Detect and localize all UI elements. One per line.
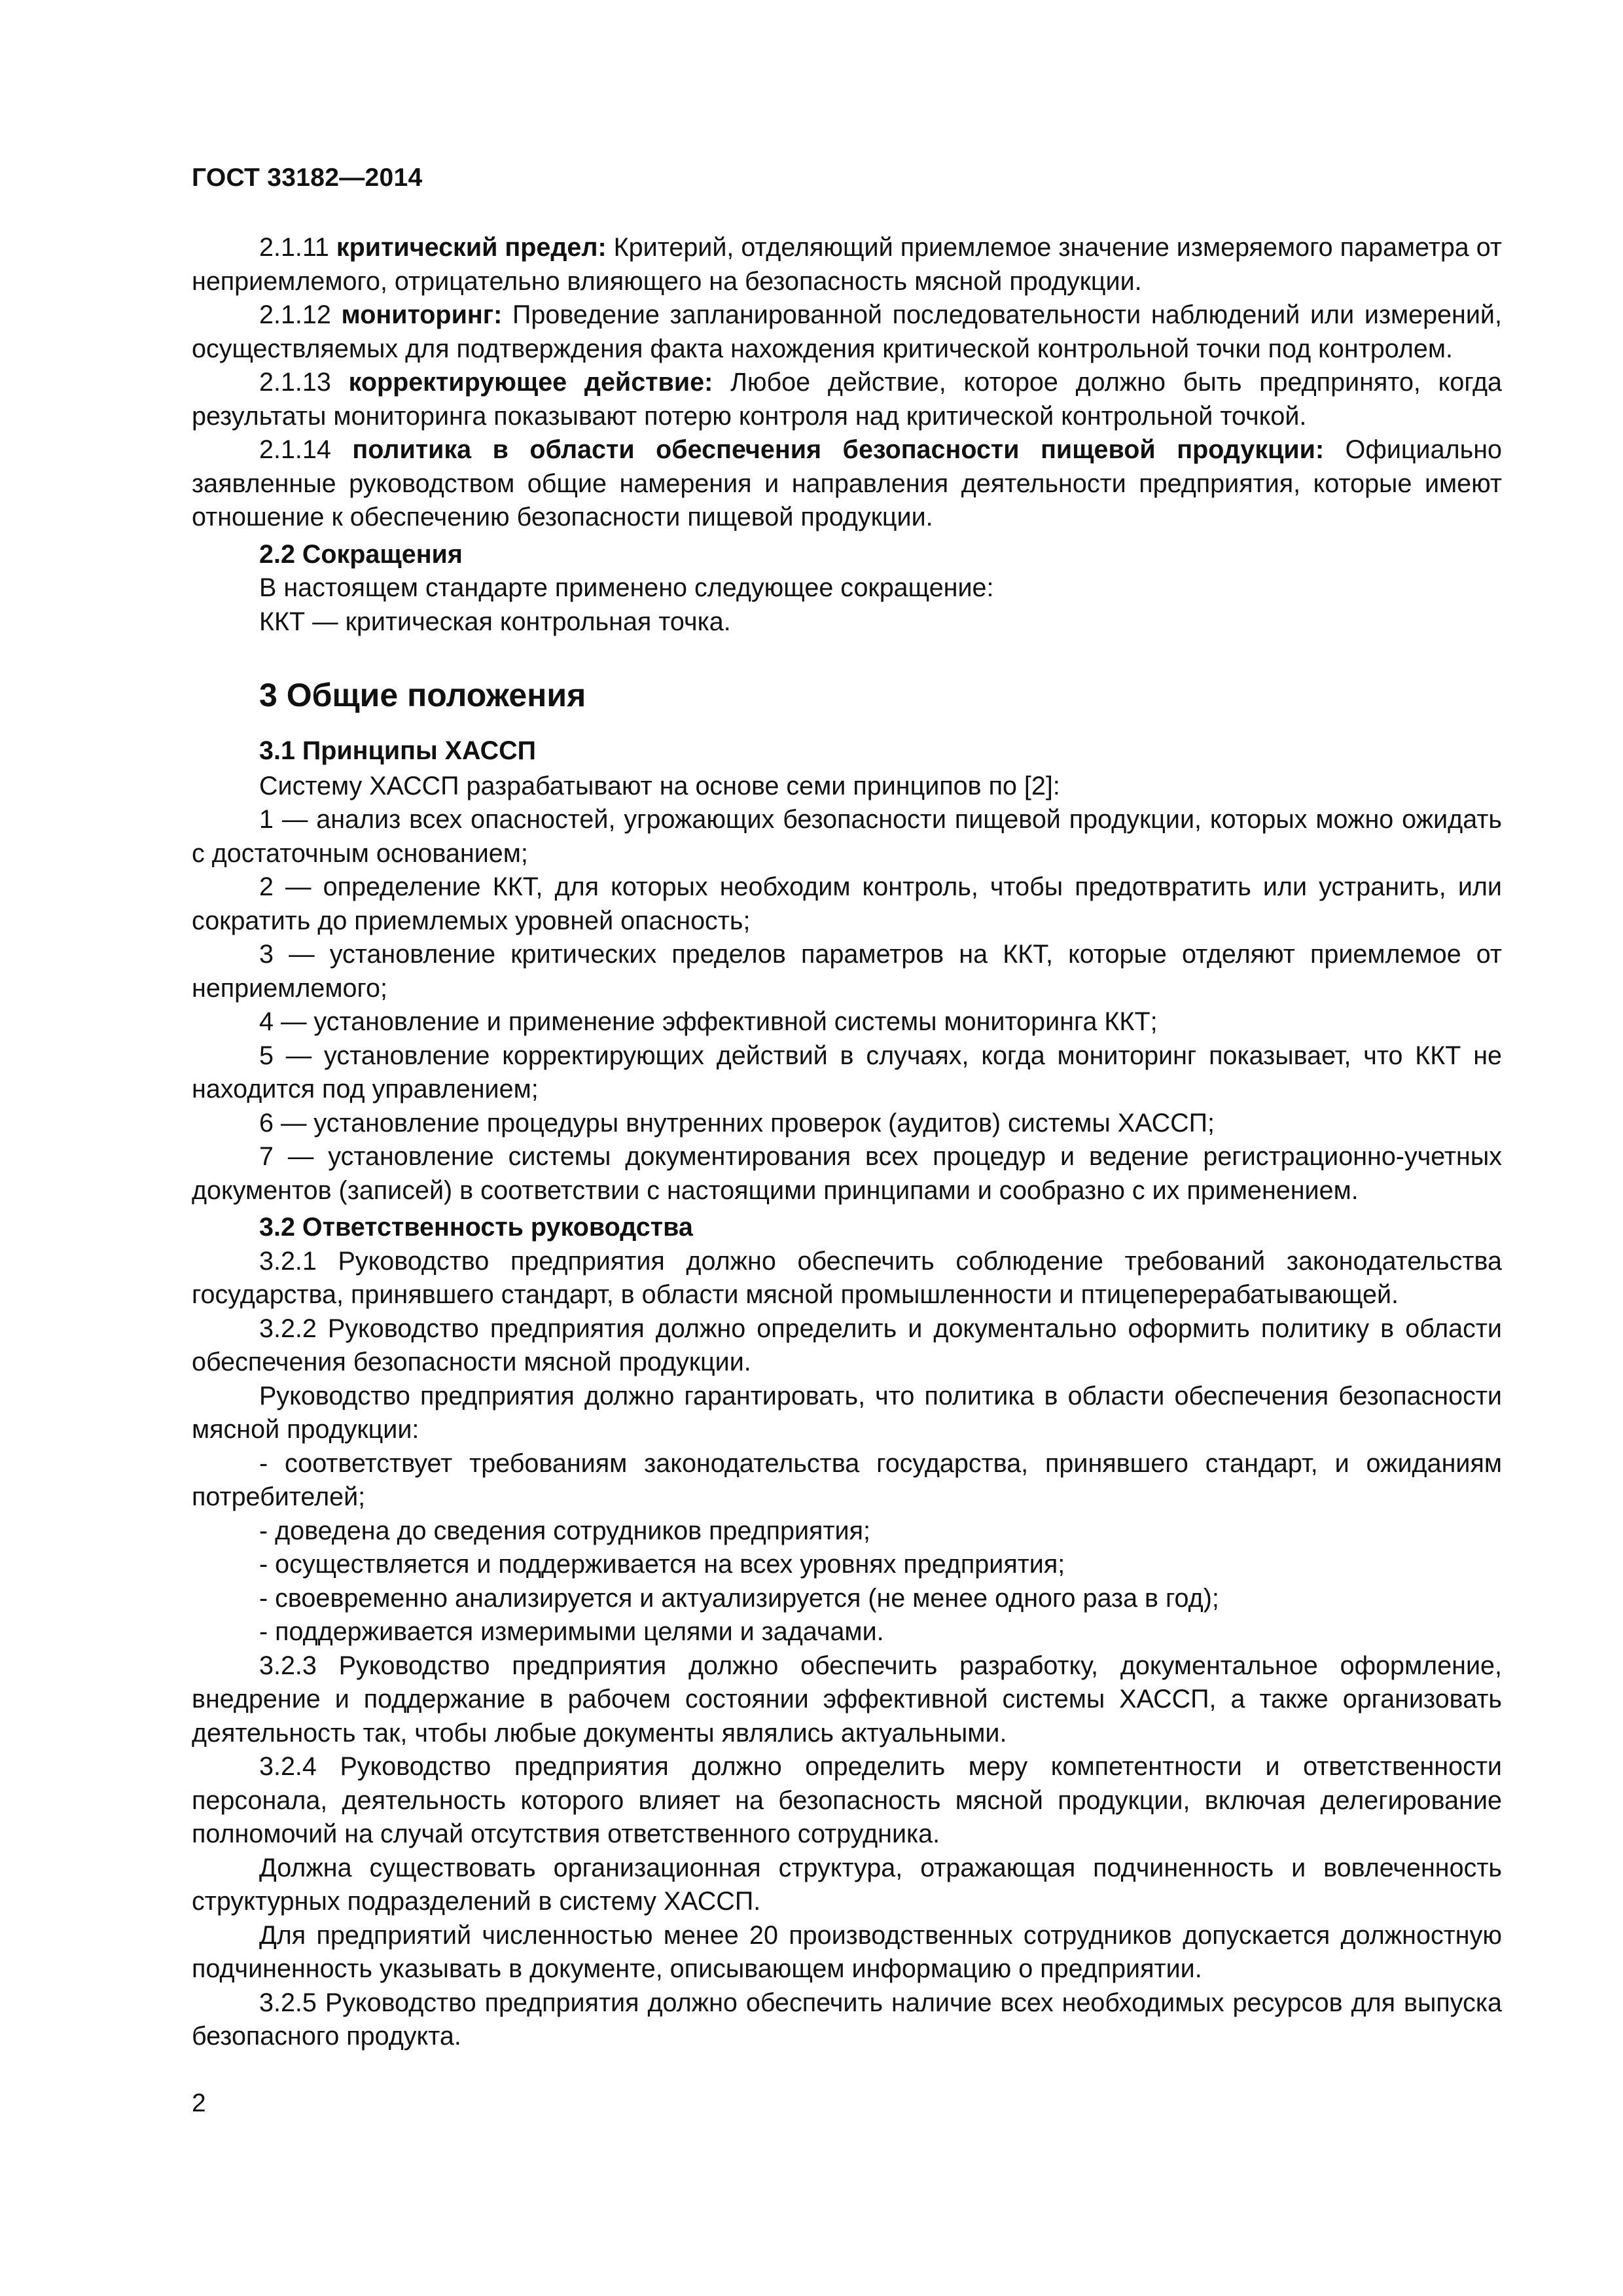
policy-bullet-2: - доведена до сведения сотрудников предприятия; bbox=[259, 1516, 870, 1545]
principle-item-4: 4 — установление и применение эффективной системы мониторинга ККТ; bbox=[259, 1007, 1158, 1036]
policy-guarantee-paragraph: Руководство предприятия должно гарантировать, что политика в области обеспечения безопасности мясной продукции: bbox=[192, 1381, 1502, 1444]
definition-term: корректирующее действие: bbox=[348, 368, 713, 397]
policy-bullet-1: - соответствует требованиям законодательства государства, принявшего стандарт, и ожиданиям потребителей; bbox=[192, 1448, 1502, 1511]
definition-text: Официально заявленные руководством общие намерения и направления деятельности предприятия, которые имеют отношение к обеспечению безопасности пищевой продукции. bbox=[192, 435, 1502, 531]
principle-item-3: 3 — установление критических пределов параметров на ККТ, которые отделяют приемлемое от неприемлемого; bbox=[192, 940, 1502, 1003]
principles-heading: 3.1 Принципы ХАССП bbox=[259, 736, 537, 765]
definition-text: Критерий, отделяющий приемлемое значение измеряемого параметра от неприемлемого, отрицательно влияющего на безопасность мясной продукции. bbox=[192, 233, 1502, 296]
principle-item-2: 2 — определение ККТ, для которых необходим контроль, чтобы предотвратить или устранить, или сократить до приемлемых уровней опасность; bbox=[192, 872, 1502, 935]
definition-number: 2.1.11 bbox=[259, 233, 329, 262]
clause-3-2-4: 3.2.4 Руководство предприятия должно определить меру компетентности и ответственности персонала, деятельность которого влияет на безопасность мясной продукции, включая делегирование полномочий на случай отсутствия ответственного сотрудника. bbox=[192, 1752, 1502, 1848]
clause-3-2-5: 3.2.5 Руководство предприятия должно обеспечить наличие всех необходимых ресурсов для выпуска безопасного продукта. bbox=[192, 1988, 1502, 2051]
small-enterprise-paragraph: Для предприятий численностью менее 20 производственных сотрудников допускается должностную подчиненность указывать в документе, описывающем информацию о предприятии. bbox=[192, 1920, 1502, 1983]
definition-2-1-14 bbox=[192, 433, 1502, 535]
principle-item-5: 5 — установление корректирующих действий в случаях, когда мониторинг показывает, что ККТ не находится под управлением; bbox=[192, 1041, 1502, 1103]
definition-2-1-12 bbox=[192, 298, 1502, 366]
abbreviations-heading: 2.2 Сокращения bbox=[259, 539, 463, 569]
clause-3-2-1: 3.2.1 Руководство предприятия должно обеспечить соблюдение требований законодательства государства, принявшего стандарт, в области мясной промышленности и птицеперерабатывающей. bbox=[192, 1246, 1502, 1309]
definition-text: Любое действие, которое должно быть предпринято, когда результаты мониторинга показывают потерю контроля над критической контрольной точкой. bbox=[192, 368, 1502, 431]
page-number: 2 bbox=[192, 2089, 206, 2117]
definition-2-1-11 bbox=[192, 231, 1502, 298]
section-3-title: 3 Общие положения bbox=[259, 677, 586, 713]
definition-text: Проведение запланированной последовательности наблюдений или измерений, осуществляемых для подтверждения факта нахождения критической контрольной точки под контролем. bbox=[192, 300, 1502, 363]
principle-item-6: 6 — установление процедуры внутренних проверок (аудитов) системы ХАССП; bbox=[259, 1108, 1215, 1138]
principle-item-7: 7 — установление системы документирования всех процедур и ведение регистрационно-учетных документов (записей) в соответствии с настоящими принципами и сообразно с их применением. bbox=[192, 1142, 1502, 1205]
principle-item-1: 1 — анализ всех опасностей, угрожающих безопасности пищевой продукции, которых можно ожидать с достаточным основанием; bbox=[192, 805, 1502, 868]
definition-number: 2.1.12 bbox=[259, 300, 331, 329]
policy-bullet-4: - своевременно анализируется и актуализируется (не менее одного раза в год); bbox=[259, 1583, 1219, 1613]
definition-2-1-13 bbox=[192, 366, 1502, 433]
responsibility-heading: 3.2 Ответственность руководства bbox=[259, 1213, 693, 1242]
policy-bullet-5: - поддерживается измеримыми целями и задачами. bbox=[259, 1617, 884, 1646]
page-content bbox=[192, 231, 1502, 2054]
org-structure-paragraph: Должна существовать организационная структура, отражающая подчиненность и вовлеченность структурных подразделений в систему ХАССП. bbox=[192, 1853, 1502, 1916]
definition-term: критический предел: bbox=[336, 233, 607, 262]
definition-term: политика в области обеспечения безопасности пищевой продукции: bbox=[352, 435, 1325, 464]
policy-bullet-3: - осуществляется и поддерживается на всех уровнях предприятия; bbox=[259, 1550, 1065, 1579]
definition-number: 2.1.14 bbox=[259, 435, 331, 464]
definition-term: мониторинг: bbox=[341, 300, 503, 329]
document-id-header: ГОСТ 33182—2014 bbox=[192, 164, 423, 192]
abbreviations-intro: В настоящем стандарте применено следующее сокращение: bbox=[259, 573, 994, 602]
clause-3-2-3: 3.2.3 Руководство предприятия должно обеспечить разработку, документальное оформление, внедрение и поддержание в рабочем состоянии эффективной системы ХАССП, а также организовать деятельность так, чтобы любые документы являлись актуальными. bbox=[192, 1651, 1502, 1748]
principles-intro: Систему ХАССП разрабатывают на основе семи принципов по [2]: bbox=[259, 771, 1060, 800]
definition-number: 2.1.13 bbox=[259, 368, 331, 397]
abbreviation-item: ККТ — критическая контрольная точка. bbox=[259, 607, 731, 636]
clause-3-2-2: 3.2.2 Руководство предприятия должно определить и документально оформить политику в области обеспечения безопасности мясной продукции. bbox=[192, 1314, 1502, 1376]
